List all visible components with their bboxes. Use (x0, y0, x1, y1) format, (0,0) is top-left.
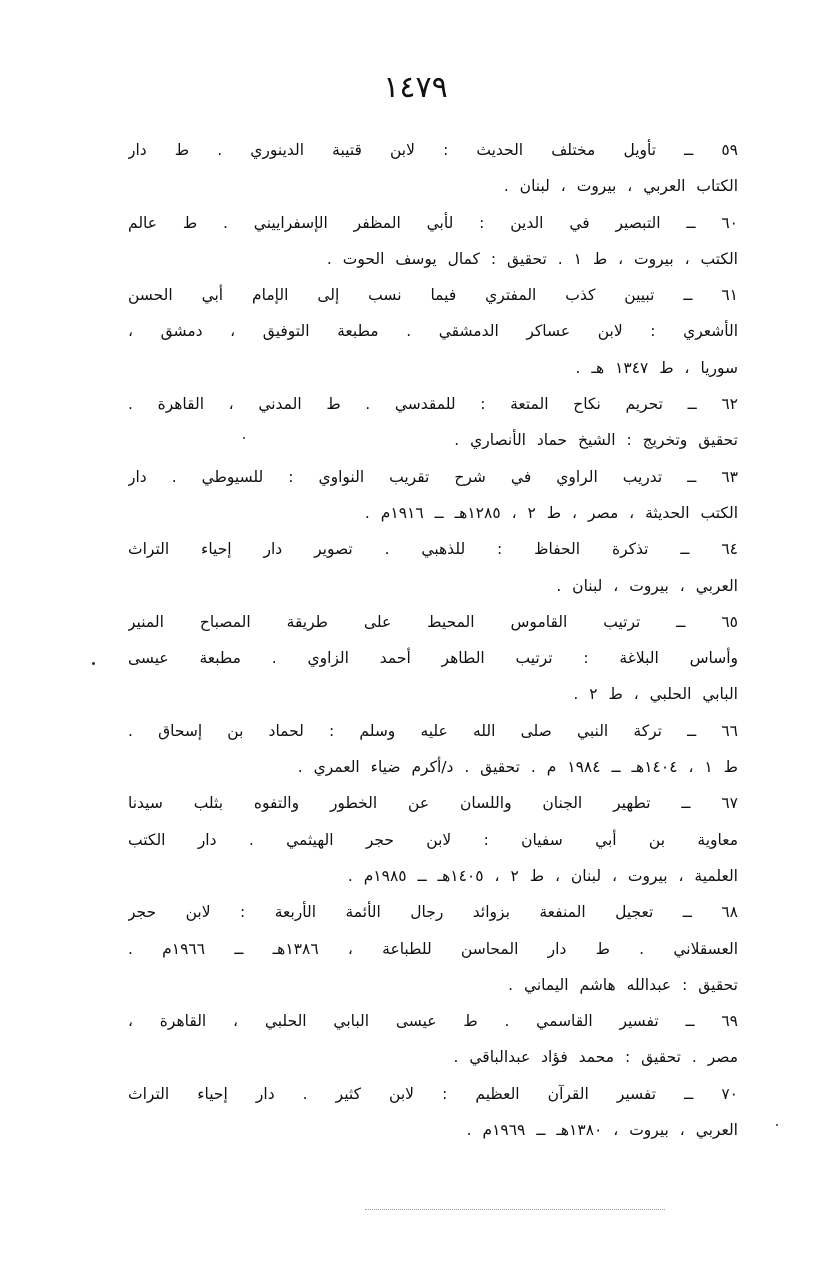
text-line: ٦٠ ــ التبصير في الدين : لأبي المظفر الإسفراييني . ط عالم (128, 213, 738, 232)
text-line: وأساس البلاغة : ترتيب الطاهر أحمد الزاوي . مطبعة عيسى (128, 649, 738, 668)
scan-speck (776, 1124, 778, 1126)
text-line: ٦٣ ــ تدريب الراوي في شرح تقريب النواوي : للسيوطي . دار (128, 467, 738, 486)
text-line: الكتاب العربي ، بيروت ، لبنان . (503, 177, 738, 196)
text-line: معاوية بن أبي سفيان : لابن حجر الهيثمي . دار الكتب (128, 830, 738, 849)
text-line: العلمية ، بيروت ، لبنان ، ط ٢ ، ١٤٠٥هـ ــ ١٩٨٥م . (347, 866, 738, 885)
text-line: الكتب الحديثة ، مصر ، ط ٢ ، ١٢٨٥هـ ــ ١٩١٦م . (364, 503, 738, 522)
text-line: ٦٩ ــ تفسير القاسمي . ط عيسى البابي الحلبي ، القاهرة ، (128, 1012, 738, 1031)
text-line: العسقلاني . ط دار المحاسن للطباعة ، ١٣٨٦هـ ــ ١٩٦٦م . (128, 939, 738, 958)
scan-speck (92, 662, 95, 665)
text-line: ٦٦ ــ تركة النبي صلى الله عليه وسلم : لحماد بن إسحاق . (128, 721, 738, 740)
page-number: ١٤٧٩ (383, 70, 448, 105)
bibliography-list (128, 132, 738, 1148)
text-line: ٦٥ ــ ترتيب القاموس المحيط على طريقة المصباح المنير (128, 612, 738, 631)
text-line: ٥٩ ــ تأويل مختلف الحديث : لابن قتيبة الدينوري . ط دار (128, 141, 738, 159)
text-line: الكتب ، بيروت ، ط ١ . تحقيق : كمال يوسف الحوت . (326, 249, 738, 268)
text-line: سوريا ، ط ١٣٤٧ هـ . (575, 358, 738, 377)
text-line: ط ١ ، ١٤٠٤هـ ــ ١٩٨٤ م . تحقيق . د/أكرم ضياء العمري . (297, 758, 738, 777)
text-line: ٦١ ــ تبيين كذب المفتري فيما نسب إلى الإمام أبي الحسن (128, 286, 738, 305)
text-line: ٦٨ ــ تعجيل المنفعة بزوائد رجال الأئمة الأربعة : لابن حجر (128, 903, 738, 922)
text-line: العربي ، بيروت ، ١٣٨٠هـ ــ ١٩٦٩م . (466, 1121, 738, 1140)
text-line: مصر . تحقيق : محمد فؤاد عبدالباقي . (453, 1048, 738, 1067)
text-line: الأشعري : لابن عساكر الدمشقي . مطبعة التوفيق ، دمشق ، (128, 322, 738, 341)
text-line: ٧٠ ــ تفسير القرآن العظيم : لابن كثير . دار إحياء التراث (128, 1084, 738, 1103)
text-line: ٦٤ ــ تذكرة الحفاظ : للذهبي . تصوير دار إحياء التراث (128, 540, 738, 559)
text-line: تحقيق وتخريج : الشيخ حماد الأنصاري . (454, 431, 738, 450)
scan-speck (243, 437, 245, 439)
scan-edge-dots (365, 1209, 665, 1210)
text-line: العربي ، بيروت ، لبنان . (556, 576, 738, 595)
text-line: البابي الحلبي ، ط ٢ . (573, 685, 738, 704)
text-line: ٦٢ ــ تحريم نكاح المتعة : للمقدسي . ط المدني ، القاهرة . (128, 395, 738, 414)
text-line: ٦٧ ــ تطهير الجنان واللسان عن الخطور والتفوه بثلب سيدنا (128, 794, 738, 813)
text-line: تحقيق : عبدالله هاشم اليماني . (508, 975, 738, 994)
